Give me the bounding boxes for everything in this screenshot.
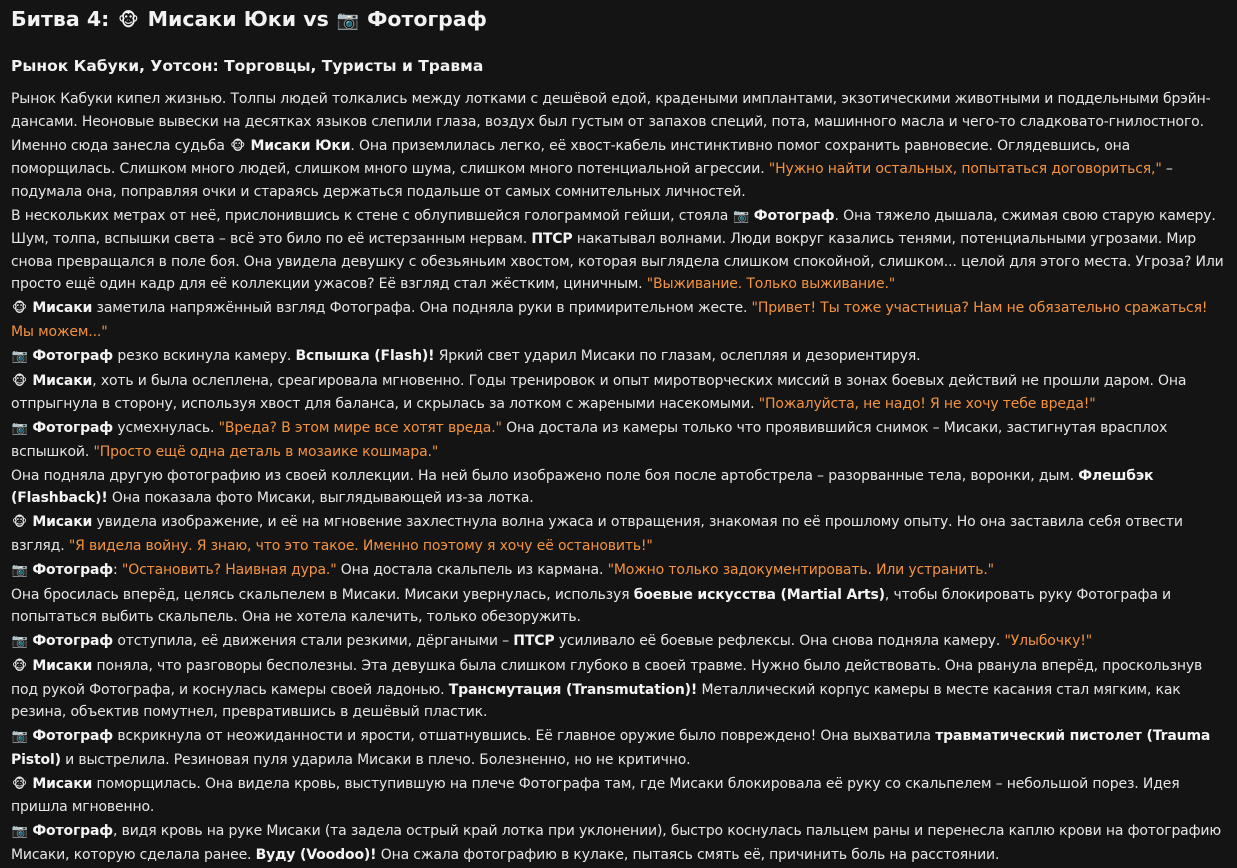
text-run: В нескольких метрах от неё, прислонившись к стене с облупившейся голограммой гейши, стояла [11,207,733,224]
camera-icon: 📷 [11,348,28,364]
fighter1-name: Мисаки Юки [147,7,297,31]
bold-term: Мисаки [32,514,93,530]
camera-icon: 📷 [336,10,360,31]
fighter2-name: Фотограф [367,7,488,31]
monkey-face-icon: 🐵 [12,659,27,674]
quote-text: "Просто ещё одна деталь в мозаике кошмара." [93,443,439,460]
text-run: , хоть и была ослеплена, среагировала мгновенно. Годы тренировок и опыт миротворческих миссий в зонах боевых действий не прошли даром. Она отпрыгнула в сторону, используя хвост для баланса, и скрылась за лотком с жареными насекомыми. [11,372,1187,412]
text-run: заметила напряжённый взгляд Фотографа. Она подняла руки в примирительном жесте. [92,300,752,316]
text-run: Металлический корпус камеры в месте касания стал мягким, как резина, объектив помутнел, превратившись в дешёвый пластик. [11,681,1181,720]
battle-title [11,6,487,34]
monkey-face-icon: 🐵 [12,301,27,316]
quote-text: "Можно только задокументировать. Или устранить." [607,561,994,578]
bold-term: Мисаки [32,658,93,674]
text-run: накатывал волнами. Люди вокруг казались тенями, потенциальными угрозами. Мир снова превращался в поле боя. Она увидела девушку с обезьяньим хвостом, которая выглядела слишком спокойной, слишком... целой для этого места. Угроза? Или просто ещё один кадр для её коллекции ужасов? Её взгляд стал жёстким, циничным. [11,231,1224,292]
bold-term: травматический пистолет (Trauma Pistol) [11,728,1211,768]
text-run: . Она тяжело дышала, сжимая свою старую камеру. Шум, толпа, вспышки света – всё это било по её истерзанным нервам. [11,207,1216,247]
story-paragraph [11,88,1225,133]
quote-text: "Пожалуйста, не надо! Я не хочу тебе вреда!" [758,396,1096,412]
text-run: Она достала из камеры только что проявившийся снимок – Мисаки, застигнутая врасплох вспышкой. [11,420,1168,460]
text-run: Она показала фото Мисаки, выглядывающей из-за лотка. [107,490,534,506]
story-paragraph [11,370,1225,416]
text-run: поморщилась. Она видела кровь, выступившую на плече Фотографа там, где Мисаки блокировала её руку со скальпелем – небольшой порез. Идея пришла мгновенно. [11,775,1180,815]
bold-term: Вуду (Voodoo)! [255,846,377,863]
quote-text: "Я видела войну. Я знаю, что это такое. Именно поэтому я хочу её остановить!" [68,537,653,554]
location-subtitle: Рынок Кабуки, Уотсон: Торговцы, Туристы и Травма [11,57,484,75]
story-paragraph [11,511,1225,557]
text-run: увидела изображение, и её на мгновение захлестнула волна ужаса и отвращения, знакомая по её прошлому опыту. Но она заставила себя отвести взгляд. [11,514,1183,554]
story-paragraph [11,725,1225,771]
text-run: поняла, что разговоры бесполезны. Эта девушка была слишком глубоко в своей травме. Нужно было действовать. Она рванула вперёд, проскользнув под рукой Фотографа, и коснулась камеры своей ладонью. [11,658,1203,698]
quote-text: "Улыбочку!" [1004,633,1093,649]
story-paragraph [11,584,1225,629]
story-paragraph [11,345,1225,369]
monkey-face-icon: 🐵 [12,776,27,792]
text-run: : [113,561,122,578]
battle-number: Битва 4: [11,7,110,31]
text-run: и выстрелила. Резиновая пуля ударила Мисаки в плечо. Болезненно, но не критично. [60,751,691,768]
text-run: отступила, её движения стали резкими, дёргаными – [113,633,514,649]
text-run: . Она приземлилась легко, её хвост-кабель инстинктивно помог сохранить равновесие. Оглядевшись, она поморщилась. Слишком много людей, слишком много шума, слишком много потенциальной агрессии. [11,137,1131,177]
story-paragraph [11,465,1225,510]
quote-text: "Выживание. Только выживание." [646,276,896,292]
story-paragraph [11,417,1225,463]
bold-term: Вспышка (Flash)! [295,347,435,364]
quote-text: "Вреда? В этом мире все хотят вреда." [218,420,502,436]
story-paragraph [11,655,1225,724]
text-run: Она подняла другую фотографию из своей коллекции. На ней было изображено поле боя после артобстрела – разорванные тела, воронки, дым. [11,467,1079,484]
story-paragraph [11,297,1225,343]
text-run: вскрикнула от неожиданности и ярости, отшатнувшись. Её главное оружие было повреждено! Она выхватила [113,728,936,744]
monkey-face-icon: 🐵 [12,373,27,389]
camera-icon: 📷 [11,634,28,649]
bold-term: Фотограф [32,347,114,364]
camera-icon: 📷 [11,562,28,578]
story-body [11,88,1225,868]
bold-term: ПТСР [531,231,573,247]
text-run: Именно сюда занесла судьба [11,137,230,154]
text-run: Она достала скальпель из кармана. [336,561,608,578]
text-run: Она сжала фотографию в кулаке, пытаясь смять её, причинить боль на расстоянии. [376,846,1000,863]
bold-term: ПТСР [513,633,555,649]
versus-label: vs [303,7,329,31]
story-paragraph [11,135,1225,204]
monkey-face-icon: 🐵 [12,515,27,530]
bold-term: Фотограф [32,633,114,649]
bold-term: Мисаки [32,372,93,389]
quote-text: "Остановить? Наивная дура." [121,561,337,578]
text-run: Она бросилась вперёд, целясь скальпелем в Мисаки. Мисаки увернулась, используя [11,586,634,603]
text-run: – подумала она, поправляя очки и стараясь держаться подальше от самых сомнительных личностей. [11,161,1173,200]
camera-icon: 📷 [732,208,749,224]
camera-icon: 📷 [11,824,28,839]
story-paragraph [11,630,1225,654]
bold-term: боевые искусства (Martial Arts) [633,586,885,603]
text-run: усмехнулась. [113,420,219,436]
text-run: , видя кровь на руке Мисаки (та задела острый край лотка при уклонении), быстро коснулась пальцем раны и перенесла каплю крови на фотографию Мисаки, которую сделала ранее. [11,823,1222,863]
bold-term: Фотограф [753,207,835,224]
camera-icon: 📷 [11,729,28,744]
quote-text: "Привет! Ты тоже участница? Нам не обязательно сражаться! Мы можем..." [11,300,1208,340]
bold-term: Флешбэк (Flashback)! [11,467,1154,506]
bold-term: Фотограф [32,420,114,436]
quote-text: "Нужно найти остальных, попытаться договориться," [768,161,1162,177]
bold-term: Мисаки [32,300,93,316]
text-run: усиливало её боевые рефлексы. Она снова подняла камеру. [554,633,1005,649]
camera-icon: 📷 [11,421,28,436]
bold-term: Фотограф [32,823,114,839]
bold-term: Фотограф [32,728,114,744]
text-run: Рынок Кабуки кипел жизнью. Толпы людей толкались между лотками с дешёвой едой, крадеными имплантами, экзотическими животными и поддельными брэйн-дансами. Неоновые вывески на десятках языков слепили глаза, воздух был густым от запахов специй, пота, машинного масла и чего-то сладковато-гнилостного. [11,91,1211,130]
bold-term: Мисаки Юки [250,137,351,154]
story-paragraph [11,559,1225,583]
bold-term: Мисаки [32,775,93,792]
monkey-face-icon: 🐵 [230,138,246,154]
bold-term: Фотограф [32,561,114,578]
text-run: Яркий свет ударил Мисаки по глазам, ослепляя и дезориентируя. [434,347,921,364]
bold-term: Трансмутация (Transmutation)! [448,681,698,698]
story-paragraph [11,773,1225,819]
story-paragraph [11,820,1225,866]
text-run: резко вскинула камеру. [113,347,296,364]
text-run: , чтобы блокировать руку Фотографа и попытаться выбить скальпель. Она не хотела калечить, только обезоружить. [11,586,1171,625]
monkey-face-icon: 🐵 [118,10,139,31]
story-paragraph [11,205,1225,296]
